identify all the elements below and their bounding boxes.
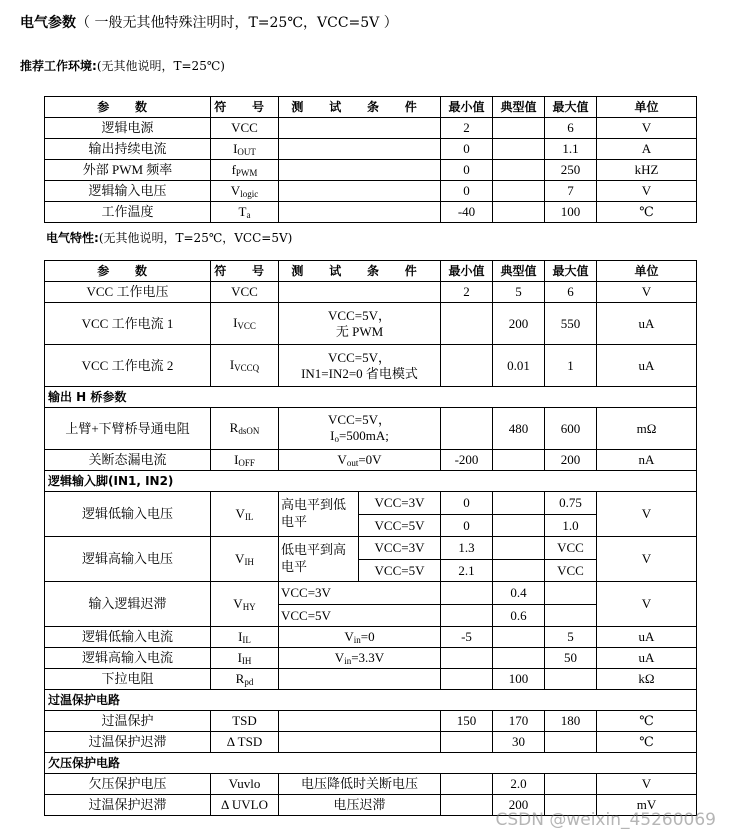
table-row: 逻辑电源 VCC 2 6 V xyxy=(45,118,697,139)
header-condition: 测 试 条 件 xyxy=(279,97,441,118)
section-row xyxy=(45,471,697,492)
table-row: 上臂+下臂桥导通电阻 $R_{dsON}$ VCC=5V， $I_o=500mA$; 480 600 mΩ xyxy=(45,408,697,450)
header-max: 最大值 xyxy=(545,97,597,118)
table-row: 逻辑输入电压 $V_{logic}$ 0 7 V xyxy=(45,181,697,202)
header-param: 参 数 xyxy=(45,97,211,118)
section-row xyxy=(45,690,697,711)
section-logic-input: 逻辑输入脚(IN1, IN2) xyxy=(45,471,697,492)
work-env-heading: 推荐工作环境:(无其他说明，T=25℃) xyxy=(20,59,225,73)
section-over-temp: 过温保护电路 xyxy=(45,690,697,711)
table-row: VCC 工作电压 VCC 2 5 6 V xyxy=(45,282,697,303)
table-row: 过温保护 TSD 150 170 180 ℃ xyxy=(45,711,697,732)
table-row: 输出持续电流 $I_{OUT}$ 0 1.1 A xyxy=(45,139,697,160)
table-row: 逻辑高输入电压 $V_{IH}$ 低电平到高电平 VCC=3V 1.3 VCC V xyxy=(45,537,697,560)
table-row: 逻辑低输入电流 $I_{IL}$ $V_{in}=0$ -5 5 uA xyxy=(45,627,697,648)
header-symbol: 符 号 xyxy=(211,97,279,118)
header-unit: 单位 xyxy=(597,97,697,118)
section-row xyxy=(45,387,697,408)
table-row: 过温保护迟滞 Δ UVLO 电压迟滞 200 mV xyxy=(45,795,697,816)
recommended-conditions-table xyxy=(44,96,697,223)
page-title: 电气参数（ 一般无其他特殊注明时，T=25℃，VCC=5V ） xyxy=(20,15,398,31)
section-undervoltage: 欠压保护电路 xyxy=(45,753,697,774)
table-row: 下拉电阻 $R_{pd}$ 100 kΩ xyxy=(45,669,697,690)
table-row: 过温保护迟滞 Δ TSD 30 ℃ xyxy=(45,732,697,753)
table-row: VCC=5V 0 1.0 xyxy=(45,515,697,537)
header-row xyxy=(45,97,697,118)
table-row: 外部 PWM 频率 $f_{PWM}$ 0 250 kHZ xyxy=(45,160,697,181)
section-row xyxy=(45,753,697,774)
section-h-bridge: 输出 H 桥参数 xyxy=(45,387,697,408)
table-row: VCC=5V 2.1 VCC xyxy=(45,560,697,582)
electrical-characteristics-heading: 电气特性:(无其他说明，T=25℃，VCC=5V) xyxy=(46,231,293,245)
table-row: VCC=5V 0.6 xyxy=(45,605,697,627)
header-typ: 典型值 xyxy=(493,97,545,118)
table-row: 逻辑高输入电流 $I_{IH}$ $V_{in}=3.3V$ 50 uA xyxy=(45,648,697,669)
electrical-characteristics-table xyxy=(44,260,697,816)
table-row: 关断态漏电流 $I_{OFF}$ $V_{out}=0V$ -200 200 nA xyxy=(45,450,697,471)
table-row: VCC 工作电流 2 $I_{VCCQ}$ VCC=5V， IN1=IN2=0 省电模式 0.01 1 uA xyxy=(45,345,697,387)
table-row: 欠压保护电压 Vuvlo 电压降低时关断电压 2.0 V xyxy=(45,774,697,795)
table-row: 逻辑低输入电压 $V_{IL}$ 高电平到低电平 VCC=3V 0 0.75 V xyxy=(45,492,697,515)
table-row: 工作温度 $T_a$ -40 100 ℃ xyxy=(45,202,697,223)
header-min: 最小值 xyxy=(441,97,493,118)
table-row: VCC 工作电流 1 $I_{VCC}$ VCC=5V， 无 PWM 200 550 uA xyxy=(45,303,697,345)
table-row: 输入逻辑迟滞 $V_{HY}$ VCC=3V 0.4 V xyxy=(45,582,697,605)
header-row: 参 数 符 号 测 试 条 件 最小值 典型值 最大值 单位 xyxy=(45,261,697,282)
watermark: CSDN @weixin_45260069 xyxy=(495,810,716,830)
